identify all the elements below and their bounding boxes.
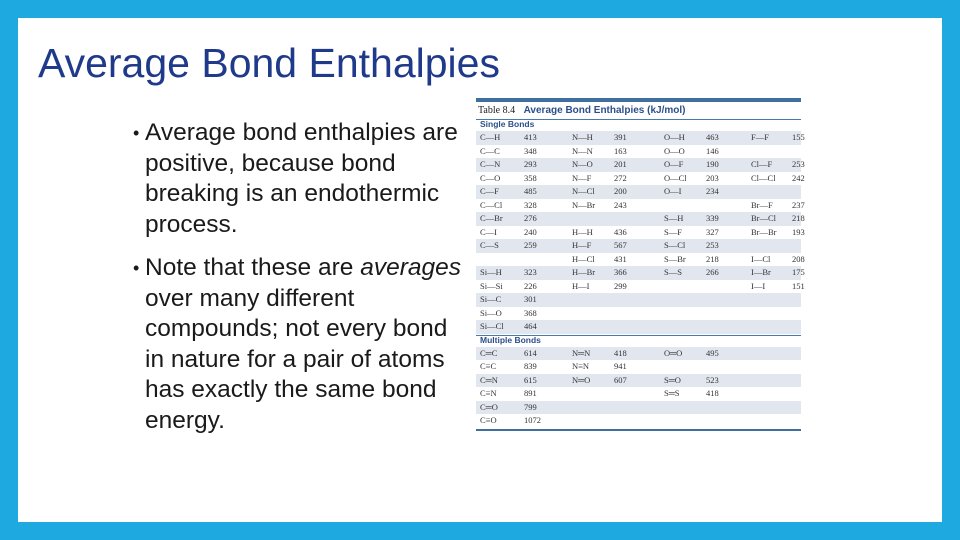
enthalpy-cell: 366	[614, 267, 627, 277]
bond-cell: C═N	[480, 374, 498, 385]
bond-cell: C═C	[480, 347, 498, 358]
table-row	[476, 280, 805, 294]
enthalpy-cell: 146	[706, 145, 719, 156]
enthalpy-cell: 253	[706, 240, 719, 250]
bond-cell: H—Cl	[572, 253, 595, 264]
enthalpy-cell: 242	[792, 172, 805, 183]
bond-cell: H—Br	[572, 267, 596, 277]
enthalpy-cell: 1072	[524, 415, 541, 425]
bond-cell: O—O	[664, 145, 685, 156]
section-label: Single Bonds	[480, 119, 535, 129]
bond-cell: H—H	[572, 226, 593, 237]
slide	[18, 18, 942, 522]
enthalpy-cell: 240	[524, 226, 537, 237]
bond-cell: N—Br	[572, 199, 596, 210]
enthalpy-cell: 941	[614, 361, 627, 371]
table-row	[476, 212, 805, 226]
table-bottom-rule	[476, 429, 801, 431]
bond-cell: N—F	[572, 172, 592, 183]
bullet-text: Average bond enthalpies are positive, because bond breaking is an endothermic process.	[145, 119, 458, 238]
bond-cell: Cl—F	[751, 159, 773, 169]
bond-cell: Cl—Cl	[751, 172, 776, 183]
bond-cell: C—C	[480, 145, 500, 156]
enthalpy-cell: 799	[524, 401, 537, 412]
bond-cell: N—N	[572, 145, 593, 156]
bullet-dot-icon: •	[133, 123, 140, 143]
enthalpy-cell: 259	[524, 240, 537, 250]
bullet-list	[114, 118, 464, 449]
enthalpy-cell: 175	[792, 267, 805, 277]
enthalpy-cell: 431	[614, 253, 627, 264]
bond-cell: Br—Br	[751, 226, 777, 237]
enthalpy-cell: 495	[706, 347, 719, 358]
bond-cell: C—S	[480, 240, 499, 250]
bond-cell: Br—Cl	[751, 213, 777, 223]
table-top-rule	[476, 98, 801, 102]
enthalpy-cell: 567	[614, 240, 627, 250]
enthalpy-cell: 391	[614, 132, 627, 142]
bond-cell: N≡N	[572, 361, 590, 371]
enthalpy-cell: 413	[524, 132, 537, 142]
table-row	[476, 293, 801, 307]
bond-cell: C—I	[480, 226, 497, 237]
table-row	[476, 145, 801, 159]
bond-cell: C≡C	[480, 361, 497, 371]
bond-cell: N═N	[572, 347, 591, 358]
enthalpy-cell: 276	[524, 213, 537, 223]
table-section-header	[476, 335, 801, 347]
enthalpy-cell: 190	[706, 159, 719, 169]
enthalpy-cell: 463	[706, 132, 719, 142]
enthalpy-cell: 253	[792, 159, 805, 169]
bond-cell: C—O	[480, 172, 501, 183]
table-row	[476, 253, 805, 267]
bond-cell: I—Cl	[751, 253, 771, 264]
bond-cell: I—Br	[751, 267, 771, 277]
table-row	[476, 226, 805, 240]
enthalpy-cell: 293	[524, 159, 537, 169]
section-label: Multiple Bonds	[480, 334, 541, 345]
table-row	[476, 414, 801, 428]
bond-cell: S═O	[664, 374, 681, 385]
table-row	[476, 158, 805, 172]
bond-cell: S—Br	[664, 253, 686, 264]
enthalpy-cell: 358	[524, 172, 537, 183]
bond-cell: I—I	[751, 280, 766, 291]
bond-cell: Br—F	[751, 199, 773, 210]
enthalpy-cell: 301	[524, 294, 537, 304]
bond-cell: O—H	[664, 132, 685, 142]
bond-cell: C—Br	[480, 213, 503, 223]
bond-cell: O—I	[664, 186, 682, 196]
bond-cell: C—N	[480, 159, 501, 169]
table-row	[476, 131, 805, 145]
enthalpy-cell: 218	[706, 253, 719, 264]
bond-cell: S—S	[664, 267, 682, 277]
table-row	[476, 374, 801, 388]
enthalpy-cell: 327	[706, 226, 719, 237]
enthalpy-cell: 323	[524, 267, 537, 277]
bond-cell: S—Cl	[664, 240, 686, 250]
bond-cell: N—Cl	[572, 186, 595, 196]
bullet-item	[114, 253, 464, 436]
enthalpy-cell: 485	[524, 186, 537, 196]
enthalpy-cell: 523	[706, 374, 719, 385]
bullet-dot-icon: •	[133, 258, 140, 278]
enthalpy-cell: 243	[614, 199, 627, 210]
table-row	[476, 185, 801, 199]
bond-cell: C—F	[480, 186, 499, 196]
enthalpy-cell: 436	[614, 226, 627, 237]
table-title: Average Bond Enthalpies (kJ/mol)	[523, 105, 686, 116]
enthalpy-cell: 234	[706, 186, 719, 196]
table-row	[476, 320, 801, 334]
enthalpy-cell: 891	[524, 388, 537, 398]
bond-cell: Si—C	[480, 294, 502, 304]
enthalpy-cell: 266	[706, 267, 719, 277]
enthalpy-cell: 193	[792, 226, 805, 237]
bond-cell: Si—Cl	[480, 321, 504, 331]
bond-enthalpy-table	[476, 98, 805, 438]
table-row	[476, 360, 801, 374]
bond-cell: C═O	[480, 401, 498, 412]
enthalpy-cell: 368	[524, 307, 537, 318]
bond-cell: H—F	[572, 240, 592, 250]
enthalpy-cell: 348	[524, 145, 537, 156]
enthalpy-cell: 418	[706, 388, 719, 398]
enthalpy-cell: 418	[614, 347, 627, 358]
enthalpy-cell: 615	[524, 374, 537, 385]
table-row	[476, 347, 801, 361]
bond-cell: O═O	[664, 347, 683, 358]
bond-cell: O—F	[664, 159, 684, 169]
bond-cell: N—H	[572, 132, 593, 142]
bond-cell: C≡O	[480, 415, 497, 425]
bond-cell: H—I	[572, 280, 590, 291]
bond-cell: C≡N	[480, 388, 497, 398]
table-row	[476, 199, 805, 213]
enthalpy-cell: 218	[792, 213, 805, 223]
bond-cell: Si—H	[480, 267, 502, 277]
enthalpy-cell: 299	[614, 280, 627, 291]
bond-cell: C—H	[480, 132, 501, 142]
enthalpy-cell: 200	[614, 186, 627, 196]
enthalpy-cell: 839	[524, 361, 537, 371]
enthalpy-cell: 163	[614, 145, 627, 156]
table-caption	[478, 105, 685, 116]
table-row	[476, 239, 801, 253]
enthalpy-cell: 208	[792, 253, 805, 264]
slide-title: Average Bond Enthalpies	[38, 40, 500, 86]
enthalpy-cell: 237	[792, 199, 805, 210]
table-section-header	[476, 119, 801, 131]
table-row	[476, 266, 805, 280]
bond-cell: Si—Si	[480, 280, 503, 291]
bond-cell: F—F	[751, 132, 769, 142]
bond-cell: Si—O	[480, 307, 502, 318]
enthalpy-cell: 464	[524, 321, 537, 331]
bullet-item	[114, 118, 464, 240]
table-number: Table 8.4	[478, 105, 516, 116]
table-row	[476, 307, 801, 321]
enthalpy-cell: 226	[524, 280, 537, 291]
bond-cell: O—Cl	[664, 172, 687, 183]
table-row	[476, 387, 801, 401]
table-row	[476, 401, 801, 415]
bond-cell: N—O	[572, 159, 593, 169]
enthalpy-cell: 328	[524, 199, 537, 210]
table-row	[476, 172, 805, 186]
bond-cell: S—H	[664, 213, 684, 223]
enthalpy-cell: 151	[792, 280, 805, 291]
enthalpy-cell: 339	[706, 213, 719, 223]
bond-cell: S═S	[664, 388, 680, 398]
enthalpy-cell: 155	[792, 132, 805, 142]
bond-cell: S—F	[664, 226, 682, 237]
bond-cell: N═O	[572, 374, 591, 385]
enthalpy-cell: 607	[614, 374, 627, 385]
enthalpy-cell: 203	[706, 172, 719, 183]
bond-cell: C—Cl	[480, 199, 503, 210]
enthalpy-cell: 201	[614, 159, 627, 169]
enthalpy-cell: 272	[614, 172, 627, 183]
bullet-text: Note that these are averages over many different compounds; not every bond in nature for a pair of atoms has exactly the same bond energy.	[145, 254, 461, 434]
enthalpy-cell: 614	[524, 347, 537, 358]
